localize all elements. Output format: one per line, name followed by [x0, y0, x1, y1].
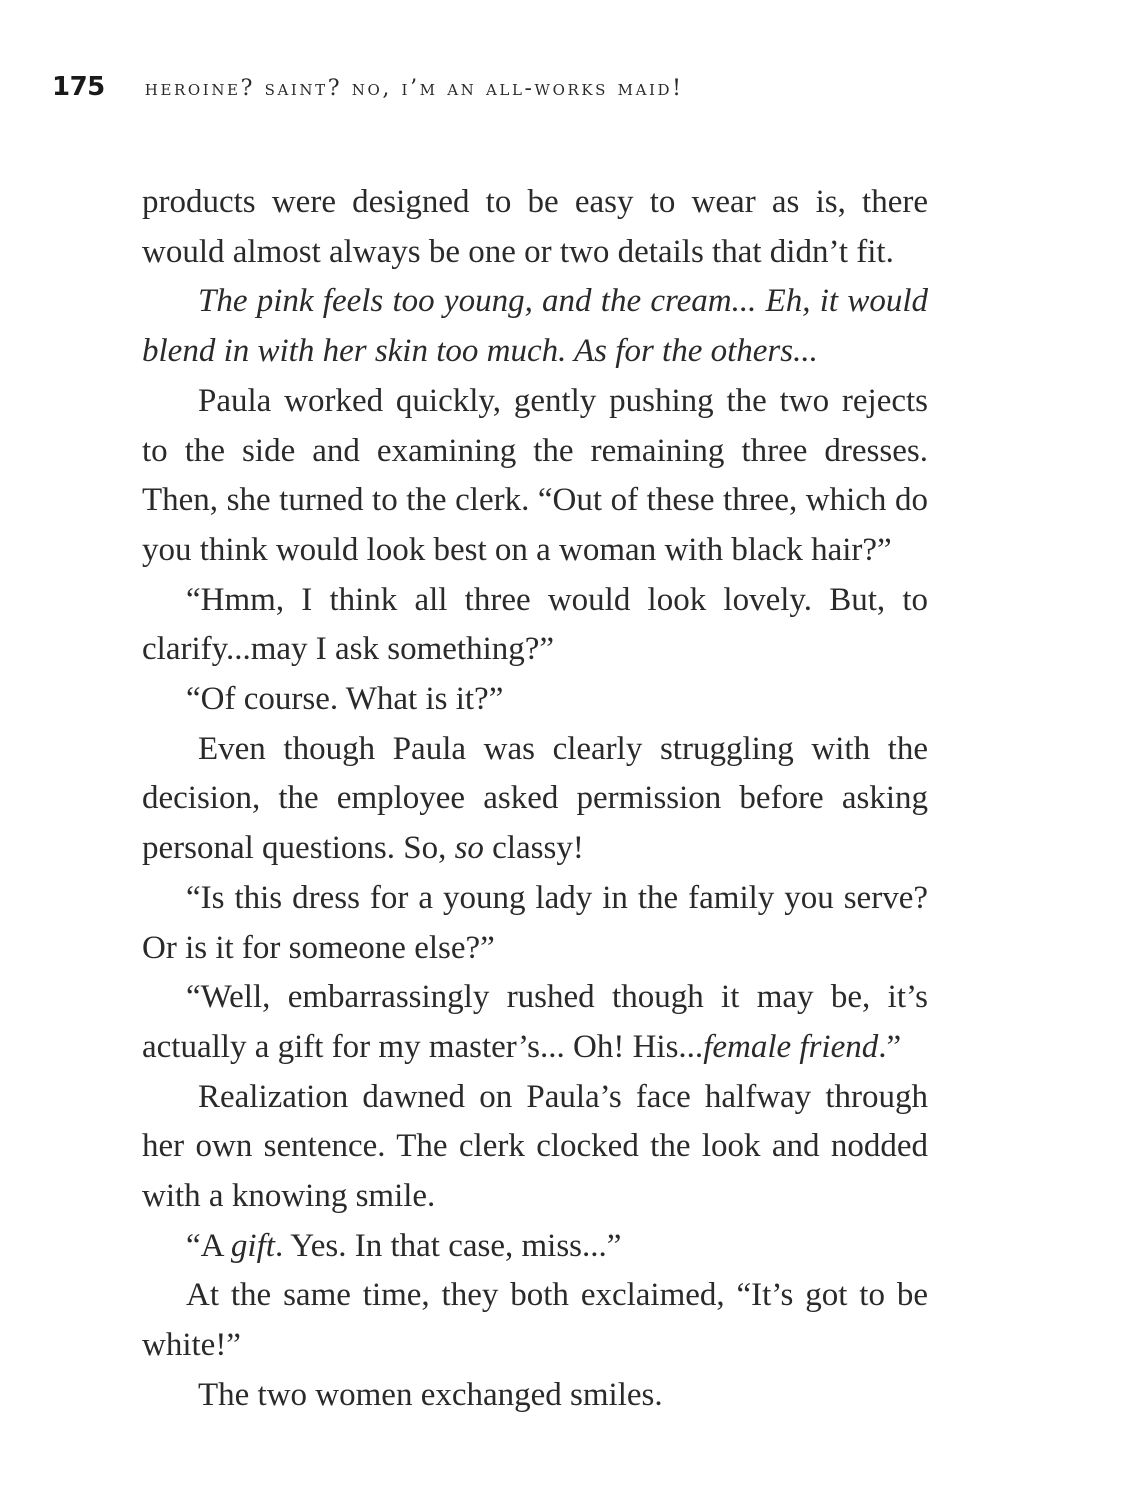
text-segment: .”: [878, 1028, 902, 1065]
paragraph: [142, 576, 928, 675]
paragraph: [142, 725, 928, 874]
paragraph: [142, 377, 928, 576]
paragraph: [142, 1371, 928, 1421]
paragraph: [142, 1073, 928, 1222]
text-segment: “Of course. What is it?”: [186, 681, 504, 718]
paragraph: [142, 1222, 928, 1272]
running-title: heroine? saint? no, i’m an all-works maid!: [144, 76, 684, 101]
paragraph: [142, 1271, 928, 1370]
text-segment: Paula worked quickly, gently pushing the two rejects to the side and examining the remaining three dresses. Then, she turned to the clerk. “Out of these three, which do you think would look best on a woman with black hair?”: [142, 382, 928, 568]
italic-emphasis: gift: [230, 1227, 275, 1264]
text-segment: At the same time, they both exclaimed, “It’s got to be white!”: [142, 1277, 928, 1364]
text-segment: . Yes. In that case, miss...”: [274, 1227, 622, 1264]
text-segment: “Well, embarrassingly rushed though it may be, it’s actually a gift for my master’s... Oh! His...: [142, 979, 928, 1065]
text-segment: classy!: [483, 830, 584, 867]
paragraph: [142, 178, 928, 277]
running-header: [52, 72, 684, 112]
text-segment: Realization dawned on Paula’s face halfway through her own sentence. The clerk clocked the look and nodded with a knowing smile.: [142, 1078, 928, 1215]
paragraph: [142, 675, 928, 725]
paragraph: [142, 277, 928, 376]
body-text: [142, 178, 928, 1421]
italic-emphasis: female friend: [703, 1028, 879, 1065]
page-number: 175: [52, 72, 105, 102]
paragraph: [142, 874, 928, 973]
text-segment: “A: [186, 1227, 231, 1264]
text-segment: products were designed to be easy to wear as is, there would almost always be one or two details that didn’t fit.: [142, 184, 928, 270]
paragraph: [142, 973, 928, 1072]
italic-emphasis: so: [454, 830, 484, 867]
text-segment: Even though Paula was clearly struggling with the decision, the employee asked permission before asking personal questions. So,: [142, 730, 928, 867]
text-segment: The two women exchanged smiles.: [198, 1376, 663, 1413]
text-segment: “Is this dress for a young lady in the family you serve? Or is it for someone else?”: [142, 879, 928, 966]
text-segment: “Hmm, I think all three would look lovely. But, to clarify...may I ask something?”: [142, 581, 928, 668]
italic-thought: The pink feels too young, and the cream... Eh, it would blend in with her skin too much. As for the others...: [142, 283, 928, 370]
